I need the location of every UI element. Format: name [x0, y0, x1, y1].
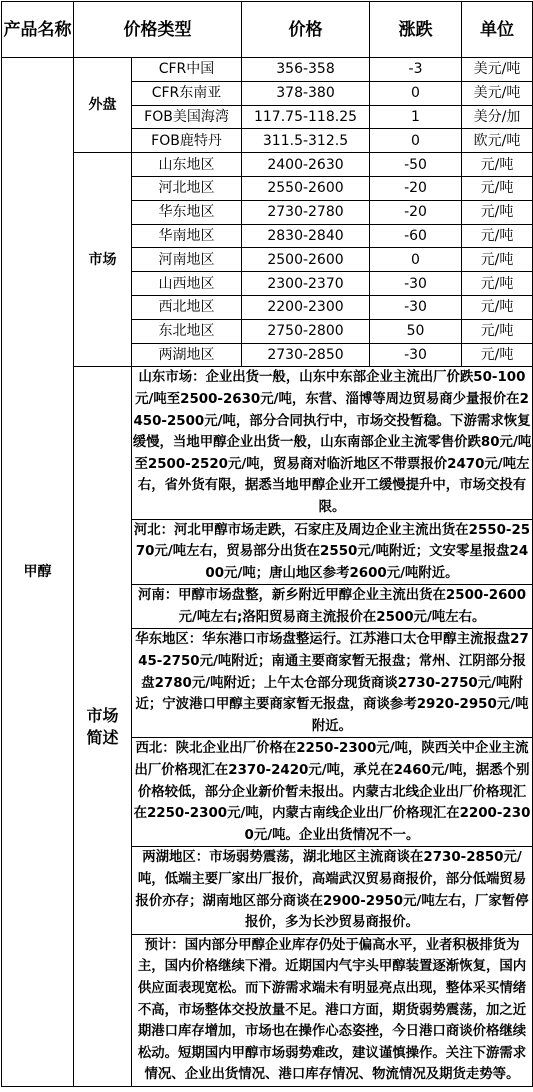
price-cell: 2200-2300: [242, 295, 370, 319]
change-cell: -30: [370, 295, 462, 319]
unit-cell: 元/吨: [462, 200, 533, 224]
market-description-paragraph: 河北：河北甲醇市场走跌，石家庄及周边企业主流出货在2550-2570元/吨左右，贸易部分出货在2550元/吨附近；文安零星报盘2400元/吨；唐山地区参考2600元/吨附近。: [132, 519, 533, 585]
price-type-cell: CFR东南亚: [132, 81, 242, 105]
description-row: [2, 367, 533, 519]
price-cell: 356-358: [242, 58, 370, 82]
price-type-cell: 河北地区: [132, 176, 242, 200]
group-market: 市场: [74, 153, 132, 367]
price-cell: 2730-2780: [242, 200, 370, 224]
market-description-paragraph: 华东地区：华东港口市场盘整运行。江苏港口太仓甲醇主流报盘2745-2750元/吨附近；南通主要商家暂无报盘；常州、江阴部分报盘2780元/吨附近；上午太仓部分现货商谈2730-2750元/吨附近；宁波港口甲醇主要商家暂无报盘，商谈参考2920-2950元/吨附近。: [132, 629, 533, 738]
change-cell: -30: [370, 343, 462, 367]
change-cell: -30: [370, 272, 462, 296]
change-cell: 0: [370, 129, 462, 153]
price-cell: 378-380: [242, 81, 370, 105]
price-type-cell: CFR中国: [132, 58, 242, 82]
price-cell: 2830-2840: [242, 224, 370, 248]
unit-cell: 元/吨: [462, 343, 533, 367]
market-description-paragraph: 两湖地区：市场弱势震荡，湖北地区主流商谈在2730-2850元/吨，低端主要厂家出厂报价，高端武汉贸易商报价，部分低端贸易报价亦存；湖南地区部分商谈在2900-2950元/吨左右，厂家暂停报价，多为长沙贸易商报价。: [132, 847, 533, 934]
unit-cell: 元/吨: [462, 248, 533, 272]
table-body: [2, 2, 533, 1087]
price-type-cell: 华东地区: [132, 200, 242, 224]
header-price: 价格: [242, 2, 370, 58]
change-cell: 50: [370, 319, 462, 343]
change-cell: -3: [370, 58, 462, 82]
price-type-cell: 山西地区: [132, 272, 242, 296]
market-description-paragraph: 河南：甲醇市场盘整，新乡附近甲醇企业主流出货在2500-2600元/吨左右;洛阳贸易商主流报价在2500元/吨左右。: [132, 585, 533, 629]
unit-cell: 欧元/吨: [462, 129, 533, 153]
header-unit: 单位: [462, 2, 533, 58]
unit-cell: 元/吨: [462, 272, 533, 296]
price-cell: 311.5-312.5: [242, 129, 370, 153]
change-cell: 0: [370, 248, 462, 272]
market-description-paragraph: 西北：陕北企业出厂价格在2250-2300元/吨，陕西关中企业主流出厂价格现汇在2370-2420元/吨，承兑在2460元/吨，据悉个别价格较低，部分企业新价暂未报出。内蒙古北线企业出厂价格现汇在2250-2300元/吨，内蒙古南线企业出厂价格现汇在2200-2300元/吨。企业出货情况不一。: [132, 738, 533, 847]
unit-cell: 美元/吨: [462, 81, 533, 105]
price-cell: 117.75-118.25: [242, 105, 370, 129]
header-product: 产品名称: [2, 2, 74, 58]
unit-cell: 美分/加: [462, 105, 533, 129]
price-type-cell: 华南地区: [132, 224, 242, 248]
header-row: [2, 2, 533, 58]
change-cell: -60: [370, 224, 462, 248]
price-type-cell: 东北地区: [132, 319, 242, 343]
change-cell: 1: [370, 105, 462, 129]
price-type-cell: 两湖地区: [132, 343, 242, 367]
group-description: 市场简述: [74, 367, 132, 1087]
price-cell: 2730-2850: [242, 343, 370, 367]
unit-cell: 元/吨: [462, 176, 533, 200]
price-cell: 2400-2630: [242, 153, 370, 177]
price-type-cell: 西北地区: [132, 295, 242, 319]
change-cell: -20: [370, 200, 462, 224]
change-cell: -50: [370, 153, 462, 177]
table-row: [2, 153, 533, 177]
price-type-cell: 河南地区: [132, 248, 242, 272]
market-description-paragraph: 预计：国内部分甲醇企业库存仍处于偏高水平，业者积极排货为主，国内价格继续下滑。近期国内气宇头甲醇装置逐渐恢复，国内供应面表现宽松。而下游需求端未有明显亮点出现，整体采买情绪不高，市场整体交投放量不足。港口方面，期货弱势震荡，加之近期港口库存增加，市场也在操作心态姿挫，今日港口商谈价格继续松动。短期国内甲醇市场弱势难改，建议谨慎操作。关注下游需求情况、企业出货情况、港口库存情况、物流情况及期货走势等。: [132, 934, 533, 1086]
unit-cell: 美元/吨: [462, 58, 533, 82]
header-change: 涨跌: [370, 2, 462, 58]
table-row: [2, 58, 533, 82]
price-type-cell: FOB鹿特丹: [132, 129, 242, 153]
price-type-cell: 山东地区: [132, 153, 242, 177]
change-cell: 0: [370, 81, 462, 105]
product-name: 甲醇: [2, 58, 74, 1087]
unit-cell: 元/吨: [462, 153, 533, 177]
price-cell: 2500-2600: [242, 248, 370, 272]
header-price-type: 价格类型: [74, 2, 242, 58]
market-description-paragraph: 山东市场：企业出货一般，山东中东部企业主流出厂价跌50-100元/吨至2500-2630元/吨，东营、淄博等周边贸易商少量报价在2450-2500元/吨，部分合同执行中，市场交投暂稳。下游需求恢复缓慢，当地甲醇企业出货一般，山东南部企业主流零售价跌80元/吨至2500-2520元/吨，贸易商对临沂地区不带票报价2470元/吨左右，省外货有限，据悉当地甲醇企业开工缓慢提升中，市场交投有限。: [132, 367, 533, 519]
price-cell: 2750-2800: [242, 319, 370, 343]
change-cell: -20: [370, 176, 462, 200]
group-outer: 外盘: [74, 58, 132, 153]
unit-cell: 元/吨: [462, 319, 533, 343]
price-cell: 2550-2600: [242, 176, 370, 200]
price-cell: 2300-2370: [242, 272, 370, 296]
price-type-cell: FOB美国海湾: [132, 105, 242, 129]
unit-cell: 元/吨: [462, 295, 533, 319]
methanol-price-table: [1, 1, 533, 1087]
unit-cell: 元/吨: [462, 224, 533, 248]
